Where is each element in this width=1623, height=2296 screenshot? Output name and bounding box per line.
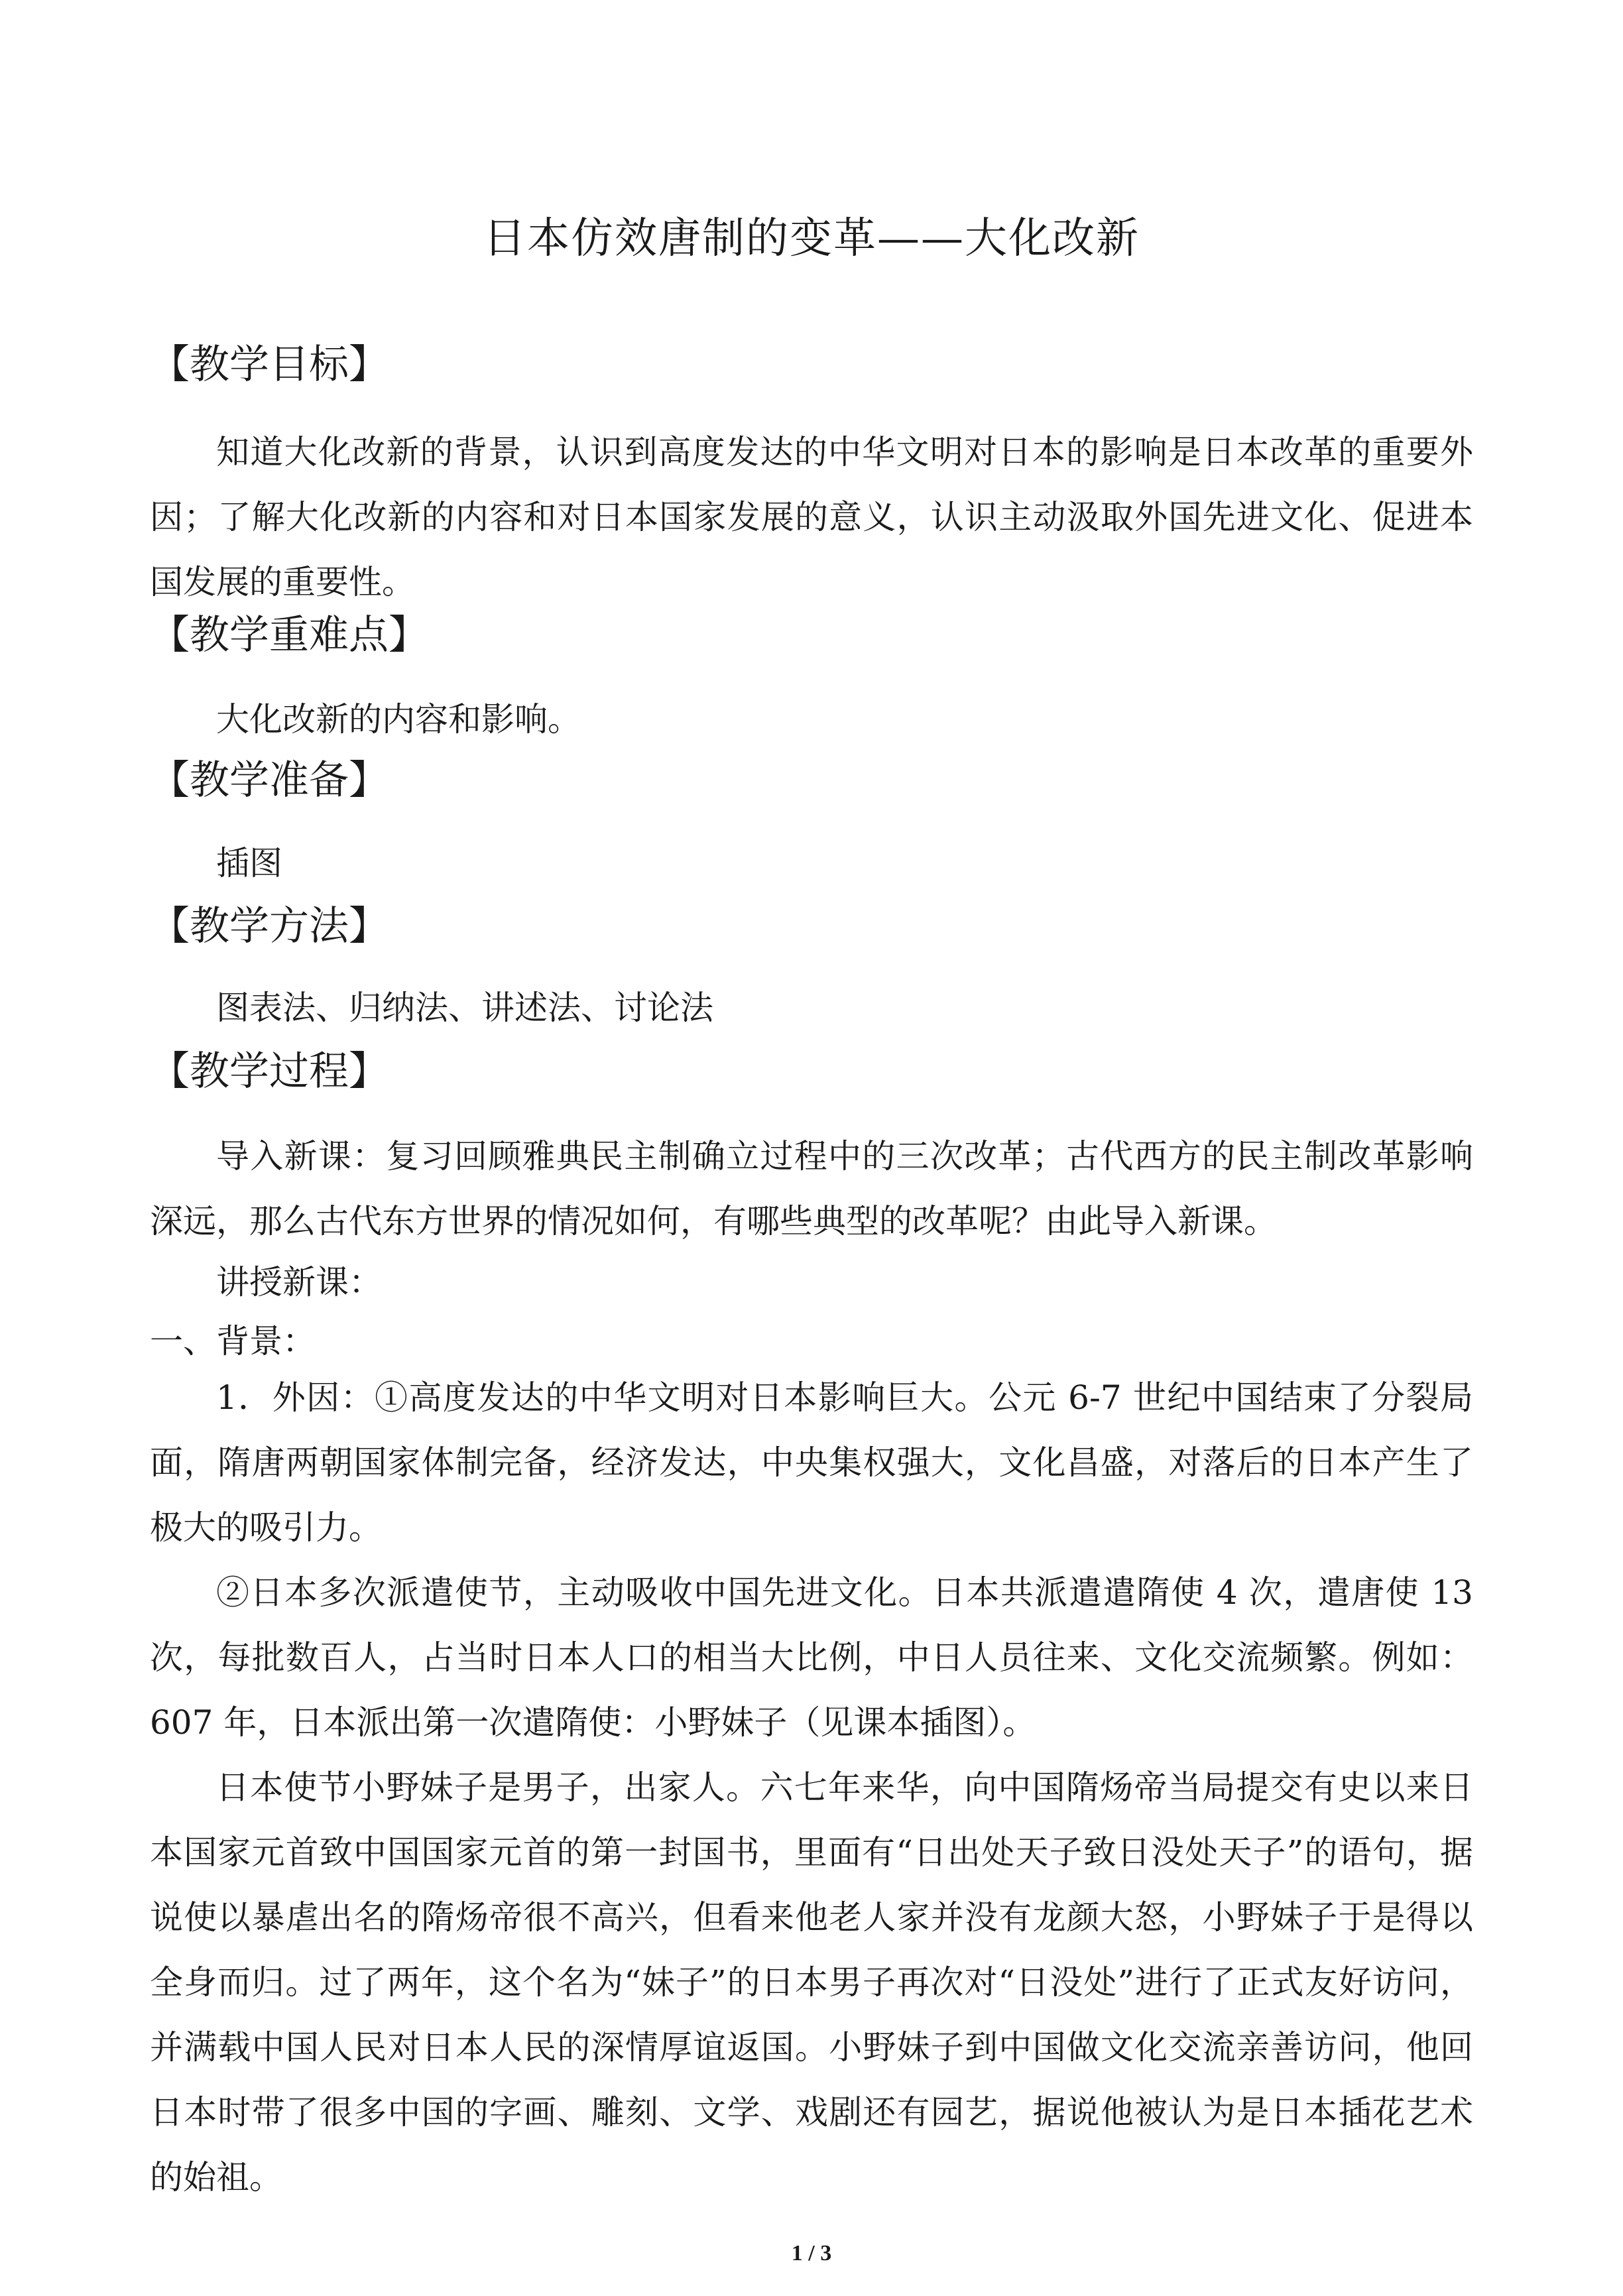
- external-cause-2-text: ②日本多次派遣使节，主动吸收中国先进文化。日本共派遣遣隋使 4 次，遣唐使 13 次，每批数百人，占当时日本人口的相当大比例，中日人员往来、文化交流频繁。例如：607 年，日本派出第一次遣隋使：小野妹子（见课本插图）。: [150, 1573, 1473, 1742]
- heading-process: 【教学过程】: [150, 1048, 389, 1095]
- heading-methods: 【教学方法】: [150, 903, 389, 949]
- external-cause-1-text: 1．外因：①高度发达的中华文明对日本影响巨大。公元 6-7 世纪中国结束了分裂局面，隋唐两朝国家体制完备，经济发达，中央集权强大，文化昌盛，对落后的日本产生了极大的吸引力。: [150, 1378, 1473, 1547]
- heading-preparation: 【教学准备】: [150, 757, 389, 804]
- process-intro-text: 导入新课：复习回顾雅典民主制确立过程中的三次改革；古代西方的民主制改革影响深远，那么古代东方世界的情况如何，有哪些典型的改革呢？由此导入新课。: [150, 1137, 1473, 1240]
- objectives-text: 知道大化改新的背景，认识到高度发达的中华文明对日本的影响是日本改革的重要外因；了解大化改新的内容和对日本国家发展的意义，认识主动汲取外国先进文化、促进本国发展的重要性。: [150, 433, 1473, 601]
- background-heading: 一、背景：: [150, 1322, 316, 1360]
- story-text: 日本使节小野妹子是男子，出家人。六七年来华，向中国隋炀帝当局提交有史以来日本国家元首致中国国家元首的第一封国书，里面有“日出处天子致日没处天子”的语句，据说使以暴虐出名的隋炀帝很不高兴，但看来他老人家并没有龙颜大怒，小野妹子于是得以全身而归。过了两年，这个名为“妹子”的日本男子再次对“日没处”进行了正式友好访问，并满载中国人民对日本人民的深情厚谊返国。小野妹子到中国做文化交流亲善访问，他回日本时带了很多中国的字画、雕刻、文学、戏剧还有园艺，据说他被认为是日本插花艺术的始祖。: [150, 1768, 1473, 2197]
- heading-key-points: 【教学重难点】: [150, 612, 428, 658]
- key-points-text: 大化改新的内容和影响。: [216, 700, 581, 739]
- preparation-text: 插图: [216, 844, 282, 882]
- document-title: 日本仿效唐制的变革——大化改新: [483, 214, 1140, 263]
- heading-objectives: 【教学目标】: [150, 341, 389, 388]
- methods-text: 图表法、归纳法、讲述法、讨论法: [216, 989, 713, 1027]
- page-number: 1 / 3: [791, 2241, 832, 2266]
- lecture-label: 讲授新课：: [216, 1263, 382, 1301]
